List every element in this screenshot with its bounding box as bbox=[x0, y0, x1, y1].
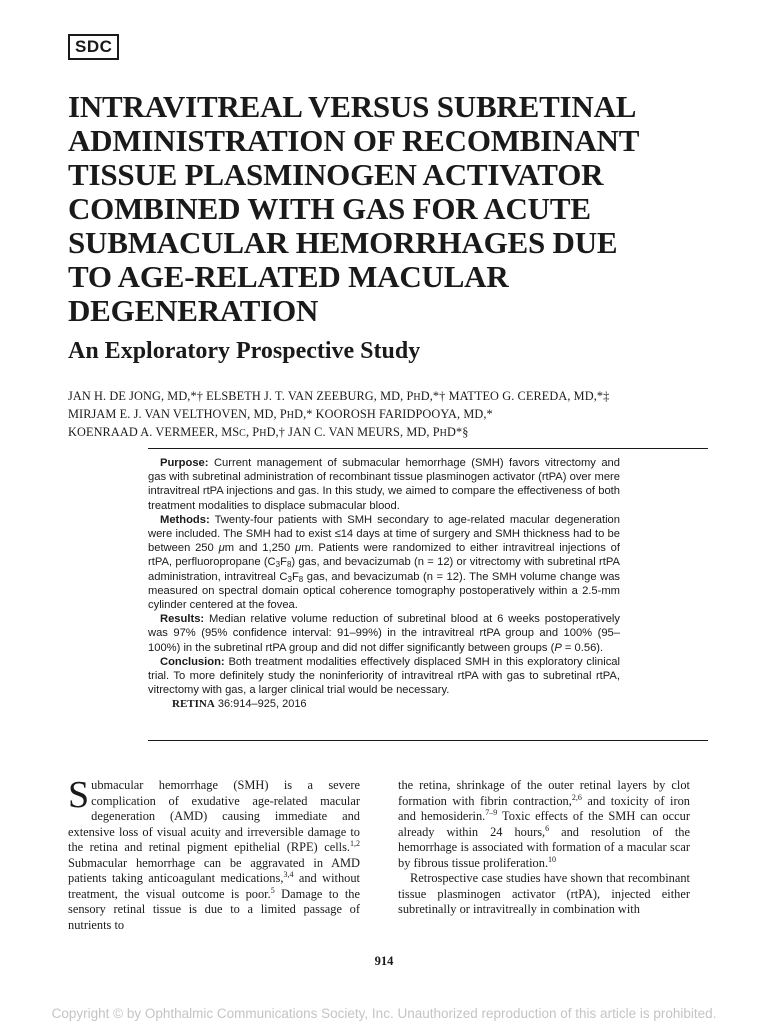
title-line: ADMINISTRATION OF RECOMBINANT bbox=[68, 123, 640, 158]
abstract-bottom-rule bbox=[148, 740, 708, 741]
abstract-purpose: Purpose: Current management of submacular hemorrhage (SMH) favors vitrectomy and gas with subretinal administration of recombinant tissue plasminogen activator (rtPA) over mere intravitreal rtPA injections and gas. In this study, we aimed to compare the effectiveness of both treatment modalities to displace submacular blood. bbox=[148, 457, 620, 512]
author-list bbox=[68, 388, 708, 442]
author-line: KOENRAAD A. VERMEER, MSC, PHD,† JAN C. VAN MEURS, MD, PHD*§ bbox=[68, 425, 469, 439]
intro-paragraph: Submacular hemorrhage (SMH) is a severe complication of exudative age-related macular degeneration (AMD) causing immediate and extensive loss of visual acuity and irreversible damage to the retina and retinal pigment epithelial (RPE) cells.$^{1,2}$ Submacular hemorrhage can be aggravated in AMD patients taking anticoagulant medications,$^{3,4}$ and without treatment, the visual outcome is poor.$^5$ Damage to the sensory retinal tissue is due to a limited passage of nutrients to bbox=[68, 774, 360, 932]
title-line: COMBINED WITH GAS FOR ACUTE bbox=[68, 191, 591, 226]
drop-cap: S bbox=[68, 774, 90, 816]
page-number: 914 bbox=[374, 954, 394, 968]
body-column-right bbox=[398, 778, 690, 918]
sdc-badge: SDC bbox=[68, 34, 119, 60]
abstract bbox=[148, 456, 620, 712]
title-line: DEGENERATION bbox=[68, 293, 319, 328]
abstract-conclusion: Conclusion: Both treatment modalities effectively displaced SMH in this exploratory clinical trial. To more definitely study the noninferiority of intravitreal rtPA with gas to subretinal rtPA, vitrectomy with gas, a larger clinical trial would be necessary. bbox=[148, 655, 620, 697]
title-line: INTRAVITREAL VERSUS SUBRETINAL bbox=[68, 89, 637, 124]
author-line: JAN H. DE JONG, MD,*† ELSBETH J. T. VAN ZEEBURG, MD, PHD,*† MATTEO G. CEREDA, MD,*‡ bbox=[68, 389, 610, 403]
journal-citation: RETINA 36:914–925, 2016 bbox=[172, 698, 307, 711]
abstract-top-rule bbox=[148, 448, 708, 449]
title-line: TO AGE-RELATED MACULAR bbox=[68, 259, 509, 294]
article-title bbox=[68, 90, 708, 328]
intro-paragraph-continued: the retina, shrinkage of the outer retinal layers by clot formation with fibrin contraction,$^{2,6}$ and toxicity of iron and hemosiderin.$^{7-9}$ Toxic effects of the SMH can occur already within 24 hours,$^6$ and resolution of the hemorrhage is associated with formation of a macular scar by fibrous tissue proliferation.$^{10}$ bbox=[398, 778, 691, 870]
title-line: SUBMACULAR HEMORRHAGES DUE bbox=[68, 225, 618, 260]
title-line: TISSUE PLASMINOGEN ACTIVATOR bbox=[68, 157, 604, 192]
author-line: MIRJAM E. J. VAN VELTHOVEN, MD, PHD,* KOOROSH FARIDPOOYA, MD,* bbox=[68, 407, 493, 421]
abstract-methods: Methods: Twenty-four patients with SMH secondary to age-related macular degeneration were included. The SMH had to exist ≤14 days at time of surgery and SMH thickness had to be between 250 μm and 1,250 μm. Patients were randomized to either intravitreal injections of rtPA, perfluoropropane $(C_3F_8)$ gas, and bevacizumab (n = 12) or vitrectomy with subretinal rtPA administration, intravitreal $C_3F_8$ gas, and bevacizumab (n = 12). The SMH volume change was measured on spectral domain optical coherence tomography postoperatively within a 2.5-mm cylinder centered at the fovea. bbox=[148, 513, 621, 612]
body-paragraph: Retrospective case studies have shown that recombinant tissue plasminogen activator (rtPA), injected either subretinally or intravitreally in combination with bbox=[398, 871, 690, 916]
article-subtitle: An Exploratory Prospective Study bbox=[68, 338, 421, 364]
body-column-left bbox=[68, 774, 360, 933]
copyright-notice: Copyright © by Ophthalmic Communications Society, Inc. Unauthorized reproduction of this article is prohibited. bbox=[51, 1006, 717, 1021]
abstract-results: Results: Median relative volume reduction of subretinal blood at 6 weeks postoperatively was 97% (95% confidence interval: 91–99%) in the intravitreal rtPA group and 100% (95–100%) in the subretinal rtPA group and did not differ significantly between groups (P = 0.56). bbox=[148, 613, 620, 654]
